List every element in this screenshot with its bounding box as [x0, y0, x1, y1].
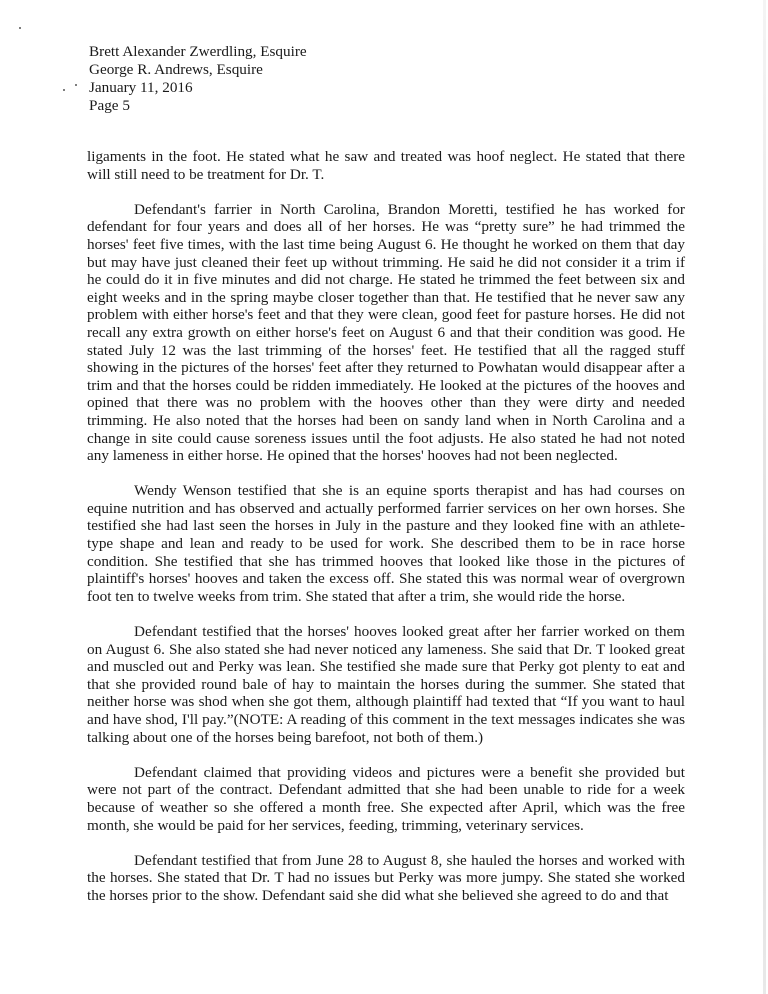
paragraph-farrier-testimony: Defendant's farrier in North Carolina, Brandon Moretti, testified he has worked for defendant for four years and does all of her horses. He was “pretty sure” he had trimmed the horses' feet five times, with the last time being August 6. He thought he worked on them that day but may have just cleaned their feet up without trimming. He said he did not consider it a trim if he could do it in five minutes and did not charge. He stated he trimmed the feet between six and eight weeks and in the spring maybe closer together than that. He testified that he never saw any problem with either horse's feet and that they were clean, good feet for pasture horses. He did not recall any extra growth on either horse's feet on August 6 and that their condition was good. He stated July 12 was the last trimming of the horses' feet. He testified that all the ragged stuff showing in the pictures of the horses' feet after they returned to Powhatan would disappear after a trim and that the horses could be ridden immediately. He looked at the pictures of the hooves and opined that there was no problem with the hooves other than they were dirty and needed trimming. He also noted that the horses had been on sandy land when in North Carolina and a change in site could cause soreness issues until the foot adjusts. He also stated he had not noted any lameness in either horse. He opined that the horses' hooves had not been neglected. [87, 200, 685, 465]
recipient-name-2: George R. Andrews, Esquire [89, 61, 263, 78]
page-number: Page 5 [89, 97, 130, 114]
letter-body [87, 148, 685, 922]
paragraph-defendant-hauling: Defendant testified that from June 28 to August 8, she hauled the horses and worked with the horses. She stated that Dr. T had no issues but Perky was more jumpy. She stated she worked the horses prior to the show. Defendant said she did what she believed she agreed to do and that [87, 851, 685, 904]
letter-header [89, 43, 307, 115]
scan-speck [19, 27, 21, 29]
scan-speck [75, 84, 77, 86]
paragraph-continued: ligaments in the foot. He stated what he saw and treated was hoof neglect. He stated that there will still need to be treatment for Dr. T. [87, 148, 685, 183]
paragraph-defendant-testimony: Defendant testified that the horses' hooves looked great after her farrier worked on them on August 6. She also stated she had never noticed any lameness. She said that Dr. T looked great and muscled out and Perky was lean. She testified she made sure that Perky got plenty to eat and that she provided round bale of hay to maintain the horses during the summer. She stated that neither horse was shod when she got them, although plaintiff had texted that “If you want to haul and have shod, I'll pay.”(NOTE: A reading of this comment in the text messages indicates she was talking about one of the horses being barefoot, not both of them.) [87, 623, 685, 746]
letter-date: January 11, 2016 [89, 79, 193, 96]
recipient-name-1: Brett Alexander Zwerdling, Esquire [89, 43, 307, 60]
scan-edge-shadow [763, 0, 766, 994]
paragraph-defendant-claims: Defendant claimed that providing videos and pictures were a benefit she provided but were not part of the contract. Defendant admitted that she had been unable to ride for a week because of weather so she offered a month free. She expected after April, which was the free month, she would be paid for her services, feeding, trimming, veterinary services. [87, 763, 685, 834]
scan-speck [63, 89, 65, 91]
paragraph-wenson-testimony: Wendy Wenson testified that she is an equine sports therapist and has had courses on equine nutrition and has observed and actually performed farrier services on her own horses. She testified she had last seen the horses in July in the pasture and they looked fine with an athlete-type shape and lean and ready to be used for work. She described them to be in race horse condition. She testified that she has trimmed hooves that looked like those in the pictures of plaintiff's horses' hooves and taken the excess off. She stated this was normal wear of overgrown foot ten to twelve weeks from trim. She stated that after a trim, she would ride the horse. [87, 482, 685, 605]
